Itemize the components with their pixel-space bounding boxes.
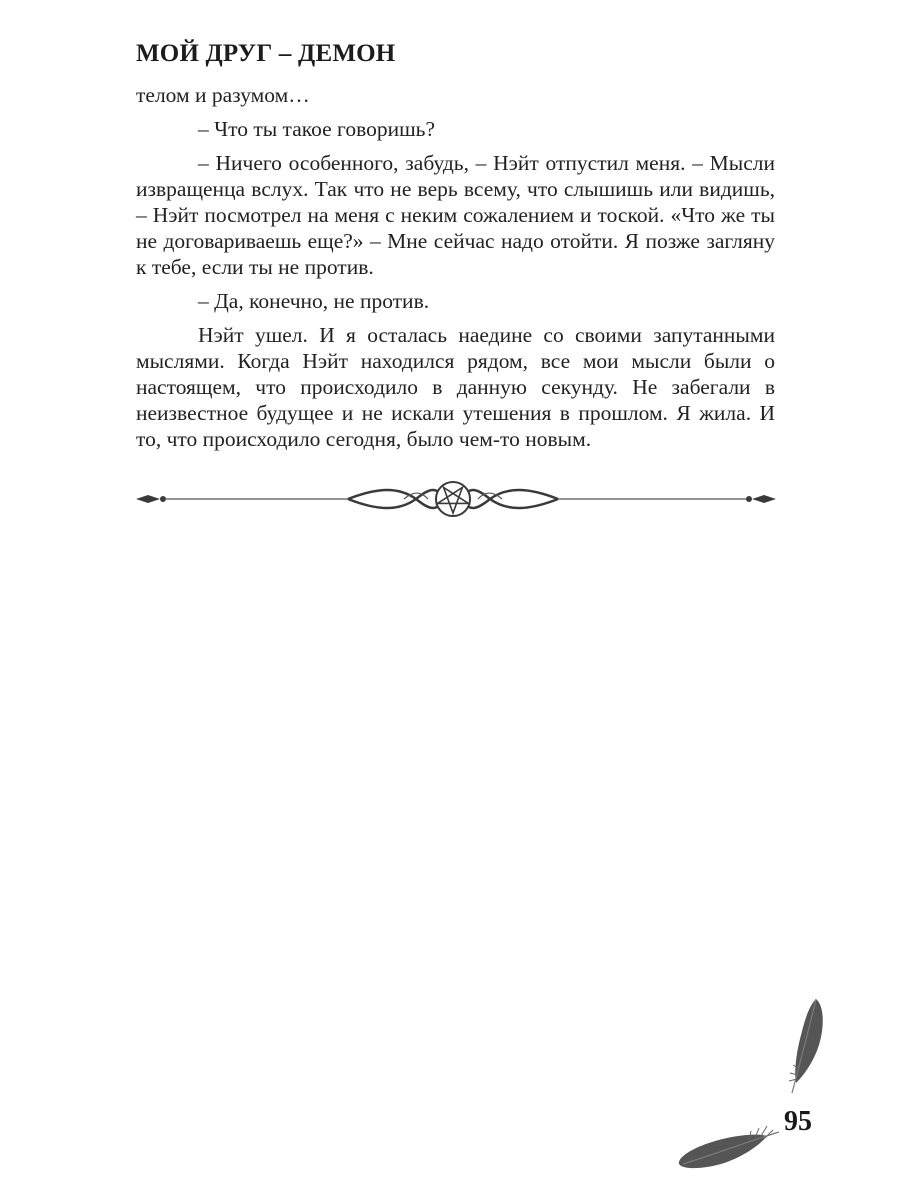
paragraph: телом и разумом… — [136, 83, 310, 107]
paragraph: – Что ты такое говоришь? — [198, 117, 435, 141]
body-text — [136, 82, 775, 460]
pentagram-divider-icon — [136, 480, 776, 520]
paragraph: Нэйт ушел. И я осталась наедине со своими запутанными мыслями. Когда Нэйт находился рядом, все мои мысли были о настоящем, что происходило в данную секунду. Не забегали в неизвестное будущее и не искали утешения в прошлом. Я жила. И то, что происходило сегодня, было чем-то новым. — [136, 323, 775, 451]
feather-icon — [780, 995, 830, 1095]
page-number: 95 — [784, 1106, 812, 1137]
running-head-title: МОЙ ДРУГ – ДЕМОН — [136, 40, 396, 67]
ornamental-divider — [136, 480, 776, 520]
feather-icon — [675, 1120, 785, 1175]
paragraph: – Ничего особенного, забудь, – Нэйт отпустил меня. – Мысли извращенца вслух. Так что не верь всему, что слышишь или видишь, – Нэйт посмотрел на меня с неким сожалением и тоской. «Что же ты не договариваешь еще?» – Мне сейчас надо отойти. Я позже загляну к тебе, если ты не против. — [136, 151, 775, 279]
paragraph: – Да, конечно, не против. — [198, 289, 430, 313]
